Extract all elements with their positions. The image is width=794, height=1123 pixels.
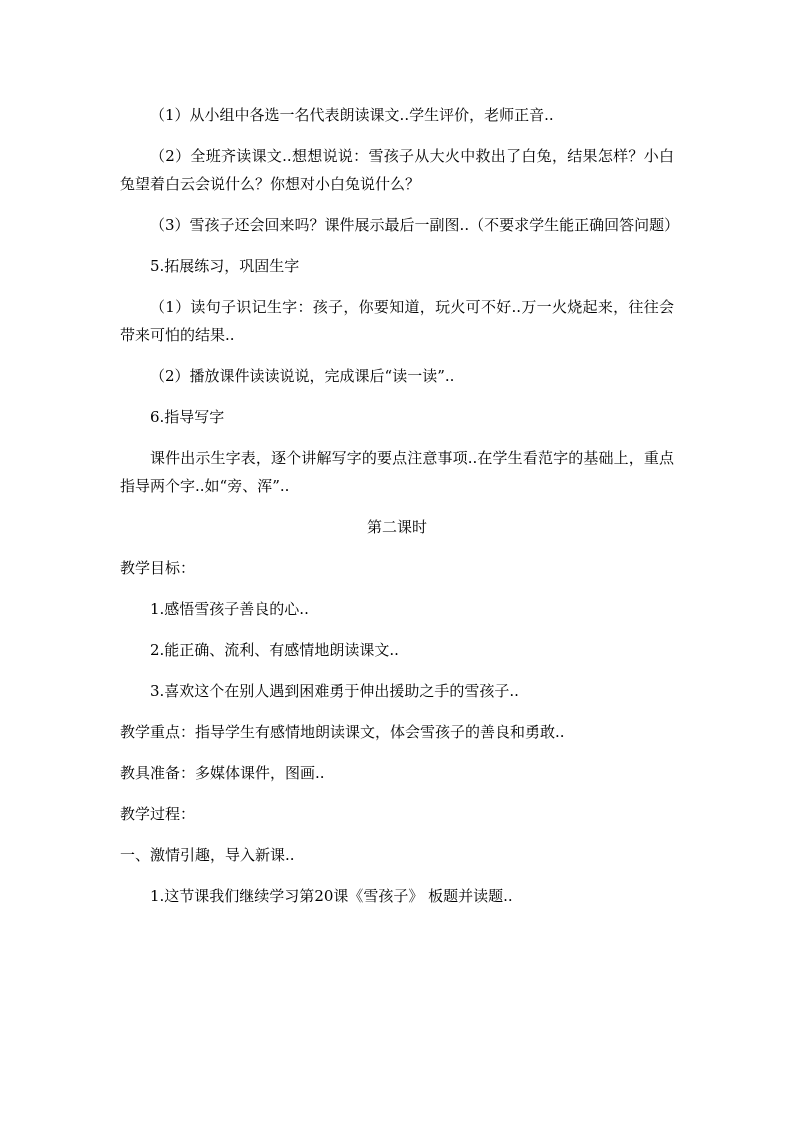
paragraph-8: 课件出示生字表，逐个讲解写字的要点注意事项..在学生看范字的基础上，重点指导两个字..如“旁、浑”.. <box>120 449 674 495</box>
goal-item-1: 1.感悟雪孩子善良的心.. <box>150 600 309 618</box>
paragraph-2: （2）全班齐读课文..想想说说：雪孩子从大火中救出了白兔，结果怎样？小白兔望着白云会说什么？你想对小白兔说什么？ <box>120 147 674 193</box>
teaching-materials: 教具准备：多媒体课件，图画.. <box>120 764 325 782</box>
paragraph-5: （1）读句子识记生字：孩子，你要知道，玩火可不好..万一火烧起来，往往会带来可怕的结果.. <box>120 298 674 344</box>
goal-item-3: 3.喜欢这个在别人遇到困难勇于伸出援助之手的雪孩子.. <box>150 682 519 700</box>
teaching-goals-label: 教学目标： <box>120 559 196 577</box>
process-item-1: 1.这节课我们继续学习第20课《雪孩子》 板题并读题.. <box>150 887 513 905</box>
lesson-title: 第二课时 <box>366 518 427 536</box>
process-step-1: 一、激情引趣，导入新课.. <box>120 846 295 864</box>
paragraph-1: （1）从小组中各选一名代表朗读课文..学生评价，老师正音.. <box>150 106 554 124</box>
goal-item-2: 2.能正确、流利、有感情地朗读课文.. <box>150 641 399 659</box>
teaching-focus: 教学重点：指导学生有感情地朗读课文，体会雪孩子的善良和勇敢.. <box>120 723 565 741</box>
teaching-process-label: 教学过程： <box>120 805 196 823</box>
section-heading-6: 6.指导写字 <box>150 408 225 426</box>
paragraph-3: （3）雪孩子还会回来吗？课件展示最后一副图..（不要求学生能正确回答问题） <box>150 216 680 234</box>
section-heading-5: 5.拓展练习，巩固生字 <box>150 257 300 275</box>
paragraph-6: （2）播放课件读读说说，完成课后“读一读”.. <box>150 367 455 385</box>
